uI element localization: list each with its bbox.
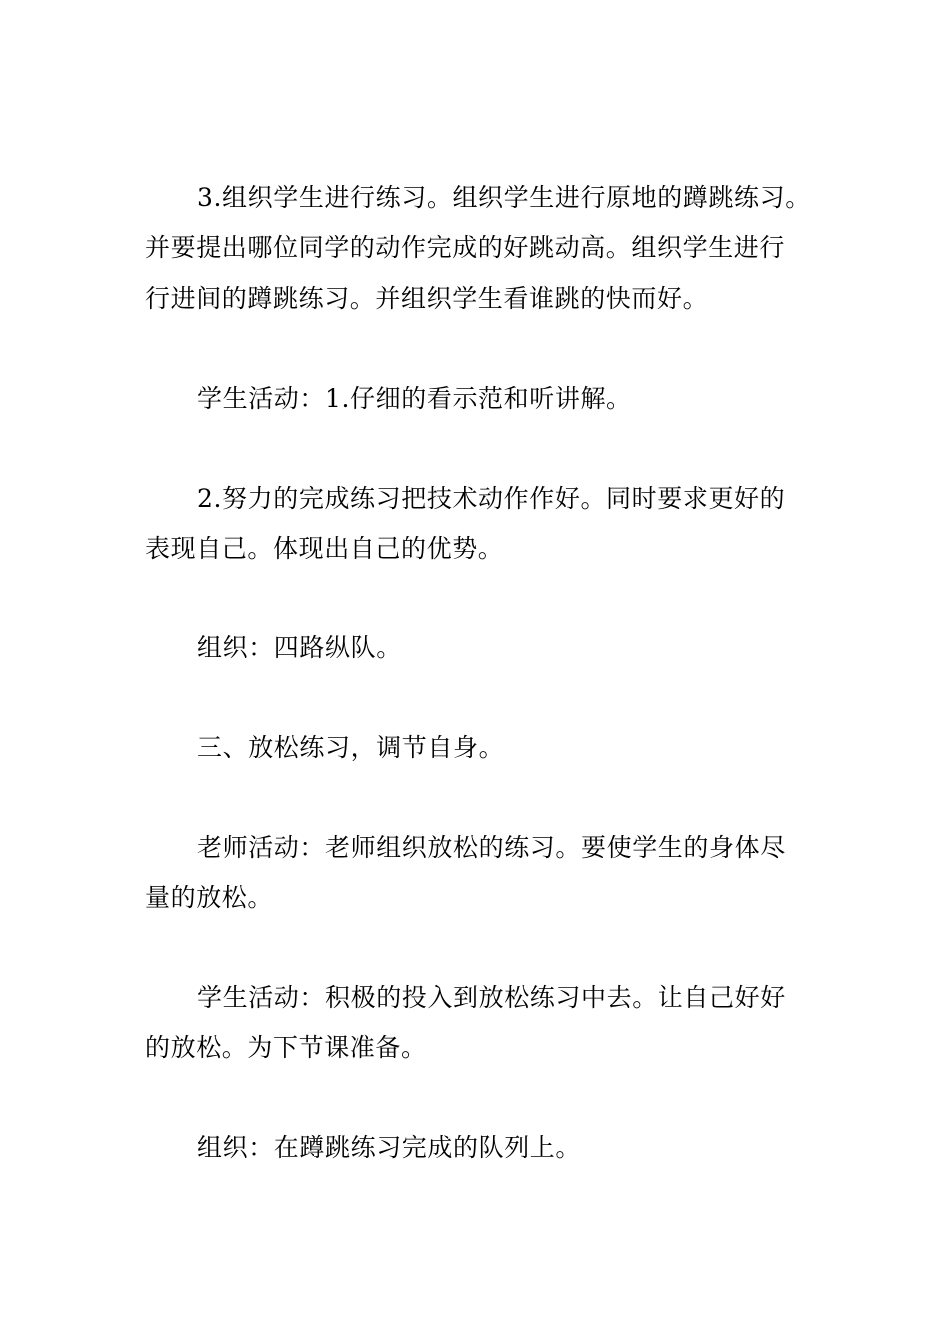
- text-line: 表现自己。体现出自己的优势。: [145, 534, 504, 563]
- text-line: 组织：在蹲跳练习完成的队列上。: [197, 1133, 582, 1162]
- text-line: 并要提出哪位同学的动作完成的好跳动高。组织学生进行: [145, 233, 786, 262]
- text-line: 三、放松练习，调节自身。: [197, 733, 505, 762]
- text-line: 量的放松。: [145, 883, 274, 912]
- text-line: 组织：四路纵队。: [197, 633, 402, 662]
- text-line: 2.努力的完成练习把技术动作作好。同时要求更好的: [197, 484, 786, 513]
- text-line: 学生活动：1.仔细的看示范和听讲解。: [197, 384, 632, 413]
- text-line: 老师活动：老师组织放松的练习。要使学生的身体尽: [197, 833, 786, 862]
- text-line: 的放松。为下节课准备。: [145, 1033, 427, 1062]
- text-line: 学生活动：积极的投入到放松练习中去。让自己好好: [197, 983, 786, 1012]
- text-line: 3.组织学生进行练习。组织学生进行原地的蹲跳练习。: [197, 183, 811, 212]
- text-line: 行进间的蹲跳练习。并组织学生看谁跳的快而好。: [145, 284, 709, 313]
